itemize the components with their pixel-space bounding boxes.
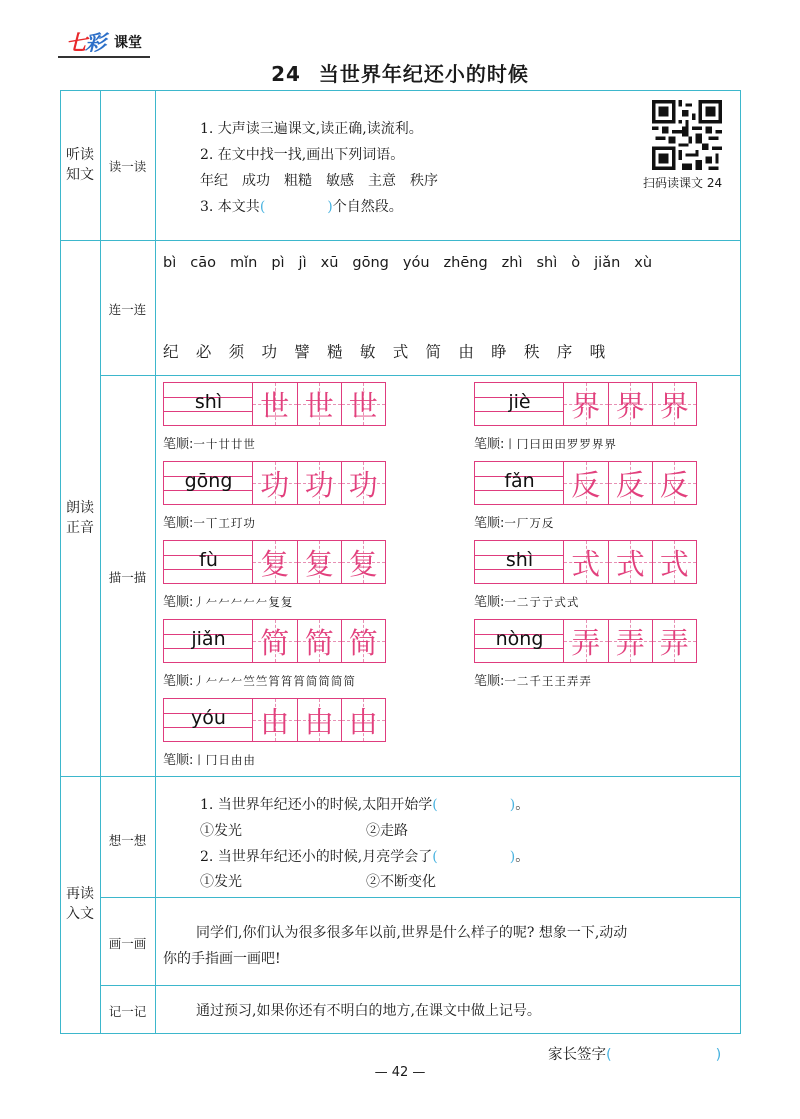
character-item[interactable]: 譬 (294, 343, 310, 361)
section-divider (100, 90, 101, 1034)
tracing-cell[interactable]: 界 (608, 382, 653, 426)
pinyin-cell: yóu (163, 698, 252, 742)
tracing-cell[interactable]: 简 (252, 619, 297, 663)
tracing-cell[interactable]: 功 (341, 461, 386, 505)
sub-label-note: 记一记 (108, 1004, 147, 1019)
tracing-cell[interactable]: 简 (297, 619, 342, 663)
pinyin-item[interactable]: pì (271, 255, 285, 271)
sub-label-draw: 画一画 (108, 936, 147, 951)
tracing-cell[interactable]: 世 (297, 382, 342, 426)
row-divider (100, 985, 741, 986)
stroke-order: 笔顺:一二亍亍式式 (474, 595, 580, 610)
draw-instruction-line-1: 同学们,你们认为很多很多年以前,世界是什么样子的呢? 想象一下,动动 (196, 925, 628, 941)
lesson-number: 24 (271, 62, 301, 86)
tracing-box[interactable] (474, 619, 697, 663)
tracing-cell[interactable]: 功 (297, 461, 342, 505)
pinyin-item[interactable]: yóu (402, 255, 430, 271)
q2-option-a[interactable]: ①发光 (200, 874, 242, 890)
q1-option-a[interactable]: ①发光 (200, 823, 242, 839)
pinyin-item[interactable]: zhì (501, 255, 523, 271)
tracing-box[interactable] (474, 540, 697, 584)
pinyin-cell: gōng (163, 461, 252, 505)
word-list: 年纪 成功 粗糙 敏感 主意 秩序 (200, 173, 438, 189)
pinyin-cell: jiǎn (163, 619, 252, 663)
tracing-cell[interactable]: 式 (652, 540, 697, 584)
pinyin-item[interactable]: bì (163, 255, 177, 271)
pinyin-item[interactable]: ò (571, 255, 581, 271)
pinyin-item[interactable]: jiǎn (594, 255, 621, 271)
pinyin-row (163, 255, 666, 271)
pinyin-cell: jiè (474, 382, 563, 426)
tracing-cell[interactable]: 由 (252, 698, 297, 742)
row-divider (60, 776, 741, 777)
tracing-cell[interactable]: 式 (563, 540, 608, 584)
tracing-cell[interactable]: 反 (563, 461, 608, 505)
character-item[interactable]: 序 (556, 343, 573, 361)
tracing-cell[interactable]: 反 (608, 461, 653, 505)
q2-option-b[interactable]: ②不断变化 (366, 874, 436, 890)
pinyin-cell: shì (163, 382, 252, 426)
stroke-order: 笔顺:丿𠂉𠂉𠂉𠂉𠂉复复 (163, 595, 294, 610)
section-label-listen: 听读 知文 (66, 147, 94, 183)
stroke-order: 笔顺:丿𠂉𠂉𠂉竺竺筲筲筲简简简简 (163, 674, 356, 689)
row-divider (100, 897, 741, 898)
brand-logo: 七彩 课堂 (66, 30, 142, 55)
character-item[interactable]: 必 (195, 343, 212, 361)
task-item-1: 1. 大声读三遍课文,读正确,读流利。 (200, 121, 423, 137)
tracing-cell[interactable]: 世 (252, 382, 297, 426)
page-number: — 42 — (374, 1065, 426, 1080)
tracing-box[interactable] (163, 382, 386, 426)
tracing-box[interactable] (163, 619, 386, 663)
tracing-cell[interactable]: 复 (341, 540, 386, 584)
tracing-cell[interactable]: 功 (252, 461, 297, 505)
note-instruction: 通过预习,如果你还有不明白的地方,在课文中做上记号。 (196, 1003, 541, 1019)
tracing-cell[interactable]: 复 (297, 540, 342, 584)
stroke-order: 笔顺:一丅工玎功 (163, 516, 256, 531)
tracing-box[interactable] (163, 540, 386, 584)
question-1: 1. 当世界年纪还小的时候,太阳开始学( )。 (200, 797, 530, 813)
tracing-cell[interactable]: 弄 (608, 619, 653, 663)
pinyin-item[interactable]: xū (320, 255, 339, 271)
tracing-cell[interactable]: 由 (297, 698, 342, 742)
tracing-box[interactable] (474, 382, 697, 426)
stroke-order: 笔顺:一厂万反 (474, 516, 555, 531)
character-item[interactable]: 睁 (491, 343, 507, 361)
character-item[interactable]: 由 (458, 343, 474, 361)
qr-caption: 扫码读课文 24 (643, 176, 723, 190)
character-item[interactable]: 糙 (327, 343, 343, 361)
qr-code-icon[interactable] (652, 100, 722, 170)
draw-instruction-line-2: 你的手指画一画吧! (163, 951, 281, 967)
stroke-order: 笔顺:一二千王王弄弄 (474, 674, 592, 689)
pinyin-cell: fǎn (474, 461, 563, 505)
parent-signature: 家长签字( ) (548, 1047, 722, 1063)
page-title (0, 58, 800, 87)
tracing-box[interactable] (163, 461, 386, 505)
section-label-reread: 再读 入文 (66, 886, 94, 922)
tracing-cell[interactable]: 反 (652, 461, 697, 505)
tracing-cell[interactable]: 简 (341, 619, 386, 663)
sub-divider (155, 90, 156, 1034)
sub-label-trace: 描一描 (108, 570, 147, 585)
character-row (163, 340, 622, 362)
brand-name: 课堂 (114, 35, 142, 51)
tracing-cell[interactable]: 世 (341, 382, 386, 426)
character-item[interactable]: 式 (392, 343, 409, 361)
character-item[interactable]: 哦 (589, 343, 606, 361)
character-item[interactable]: 纪 (163, 343, 179, 361)
section-label-read-aloud: 朗读 正音 (66, 500, 94, 536)
q1-option-b[interactable]: ②走路 (366, 823, 408, 839)
pinyin-cell: shì (474, 540, 563, 584)
pinyin-cell: nòng (474, 619, 563, 663)
stroke-order: 笔顺:一十廿廿世 (163, 437, 256, 452)
tracing-cell[interactable]: 复 (252, 540, 297, 584)
pinyin-item[interactable]: mǐn (229, 255, 258, 271)
tracing-cell[interactable]: 界 (563, 382, 608, 426)
question-2: 2. 当世界年纪还小的时候,月亮学会了( )。 (200, 849, 530, 865)
pinyin-item[interactable]: gōng (352, 255, 389, 271)
tracing-cell[interactable]: 界 (652, 382, 697, 426)
pinyin-item[interactable]: cāo (190, 255, 216, 271)
character-item[interactable]: 须 (228, 343, 245, 361)
tracing-cell[interactable]: 由 (341, 698, 386, 742)
stroke-order: 笔顺:丨冂曰田田罗罗界界 (474, 437, 617, 452)
pinyin-item[interactable]: zhēng (443, 255, 488, 271)
tracing-box[interactable] (474, 461, 697, 505)
sub-label-think: 想一想 (108, 833, 147, 848)
tracing-box[interactable] (163, 698, 386, 742)
task-item-2: 2. 在文中找一找,画出下列词语。 (200, 147, 405, 163)
sub-label-read: 读一读 (108, 159, 147, 174)
character-item[interactable]: 简 (425, 343, 442, 361)
pinyin-cell: fù (163, 540, 252, 584)
sub-label-connect: 连一连 (108, 302, 147, 317)
row-divider (60, 240, 741, 241)
tracing-cell[interactable]: 弄 (652, 619, 697, 663)
pinyin-item[interactable]: xù (634, 255, 653, 271)
task-item-3: 3. 本文共( )个自然段。 (200, 199, 403, 215)
character-item[interactable]: 敏 (359, 343, 376, 361)
tracing-cell[interactable]: 弄 (563, 619, 608, 663)
pinyin-item[interactable]: shì (536, 255, 558, 271)
lesson-title: 当世界年纪还小的时候 (318, 62, 529, 86)
pinyin-item[interactable]: jì (298, 255, 307, 271)
character-item[interactable]: 秩 (523, 343, 540, 361)
tracing-cell[interactable]: 式 (608, 540, 653, 584)
row-divider (100, 375, 741, 376)
stroke-order: 笔顺:丨冂日由由 (163, 753, 256, 768)
character-item[interactable]: 功 (261, 343, 277, 361)
